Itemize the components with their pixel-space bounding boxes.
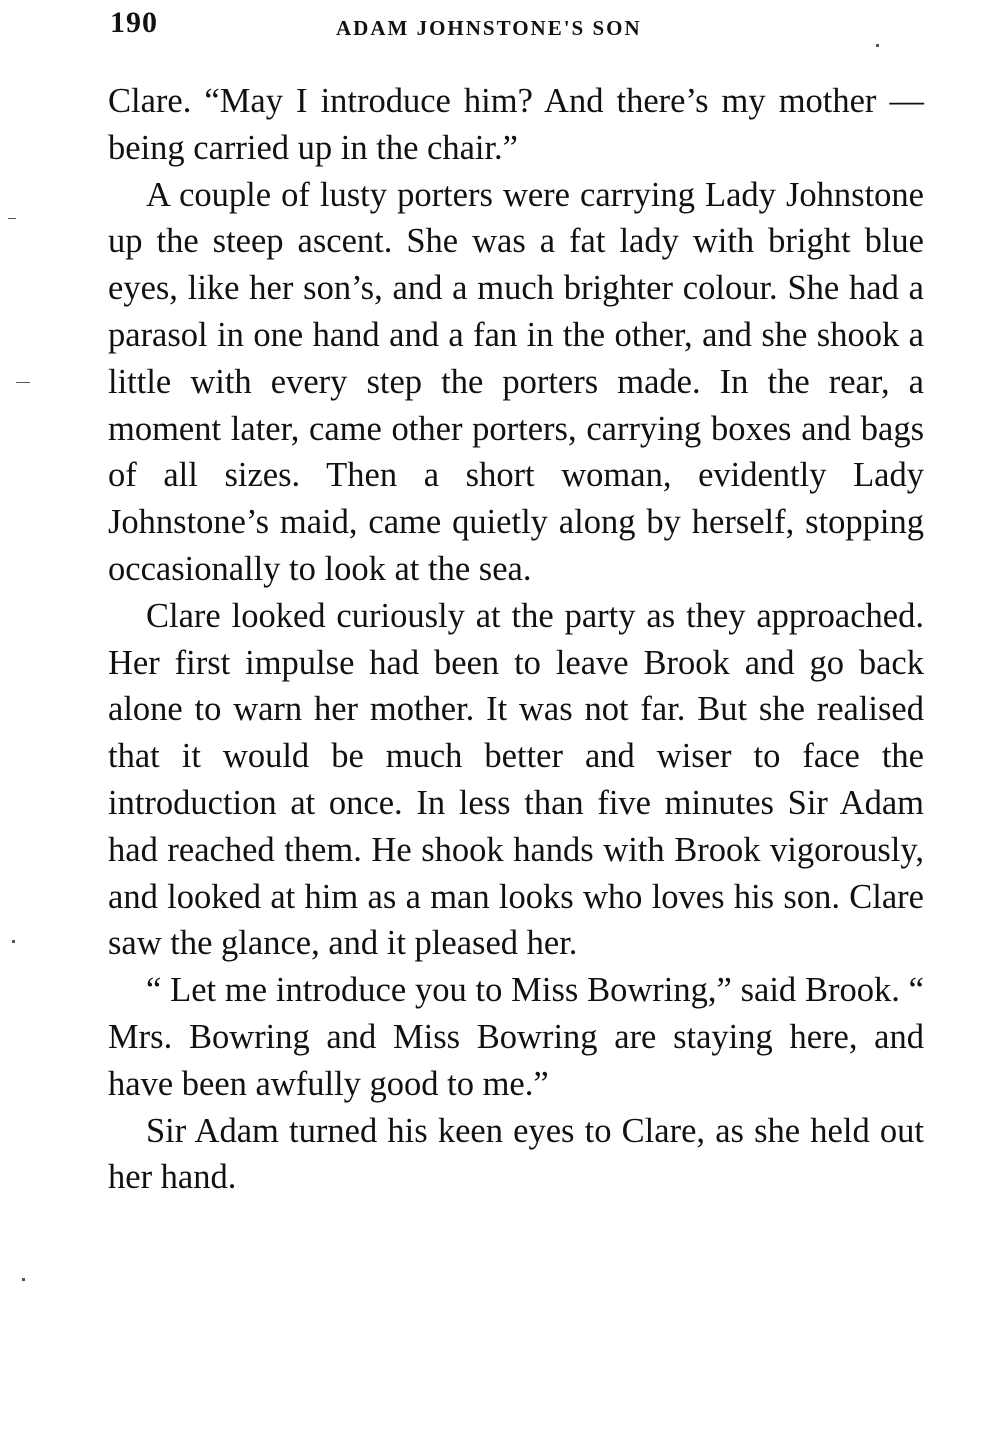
margin-speck — [12, 940, 15, 943]
paragraph: “ Let me introduce you to Miss Bowring,” said Brook. “ Mrs. Bowring and Miss Bowring are staying here, and have been awfully good to me.” — [108, 971, 924, 1103]
body-text — [108, 78, 924, 1201]
running-title: ADAM JOHNSTONE'S SON — [336, 16, 642, 40]
paragraph: Sir Adam turned his keen eyes to Clare, as she held out her hand. — [108, 1111, 924, 1197]
margin-speck — [16, 382, 30, 383]
paragraph-continued: Clare. “May I introduce him? And there’s my mother — being carried up in the chair.” — [108, 82, 924, 167]
paragraph: Clare looked curiously at the party as they approached. Her first impulse had been to leave Brook and go back alone to warn her mother. It was not far. But she realised that it would be much better and wiser to face the introduction at once. In less than five minutes Sir Adam had reached them. He shook hands with Brook vigorously, and looked at him as a man looks who loves his son. Clare saw the glance, and it pleased her. — [108, 596, 924, 963]
page-header — [108, 6, 928, 46]
page-number: 190 — [110, 6, 158, 39]
margin-speck — [22, 1278, 25, 1281]
paragraph: A couple of lusty porters were carrying Lady Johnstone up the steep ascent. She was a fat lady with bright blue eyes, like her son’s, and a much brighter colour. She had a parasol in one hand and a fan in the other, and she shook a little with every step the porters made. In the rear, a moment later, came other porters, carrying boxes and bags of all sizes. Then a short woman, evidently Lady Johnstone’s maid, came quietly along by herself, stopping occasionally to look at the sea. — [108, 175, 924, 588]
margin-speck — [876, 44, 879, 47]
margin-speck — [8, 218, 16, 219]
